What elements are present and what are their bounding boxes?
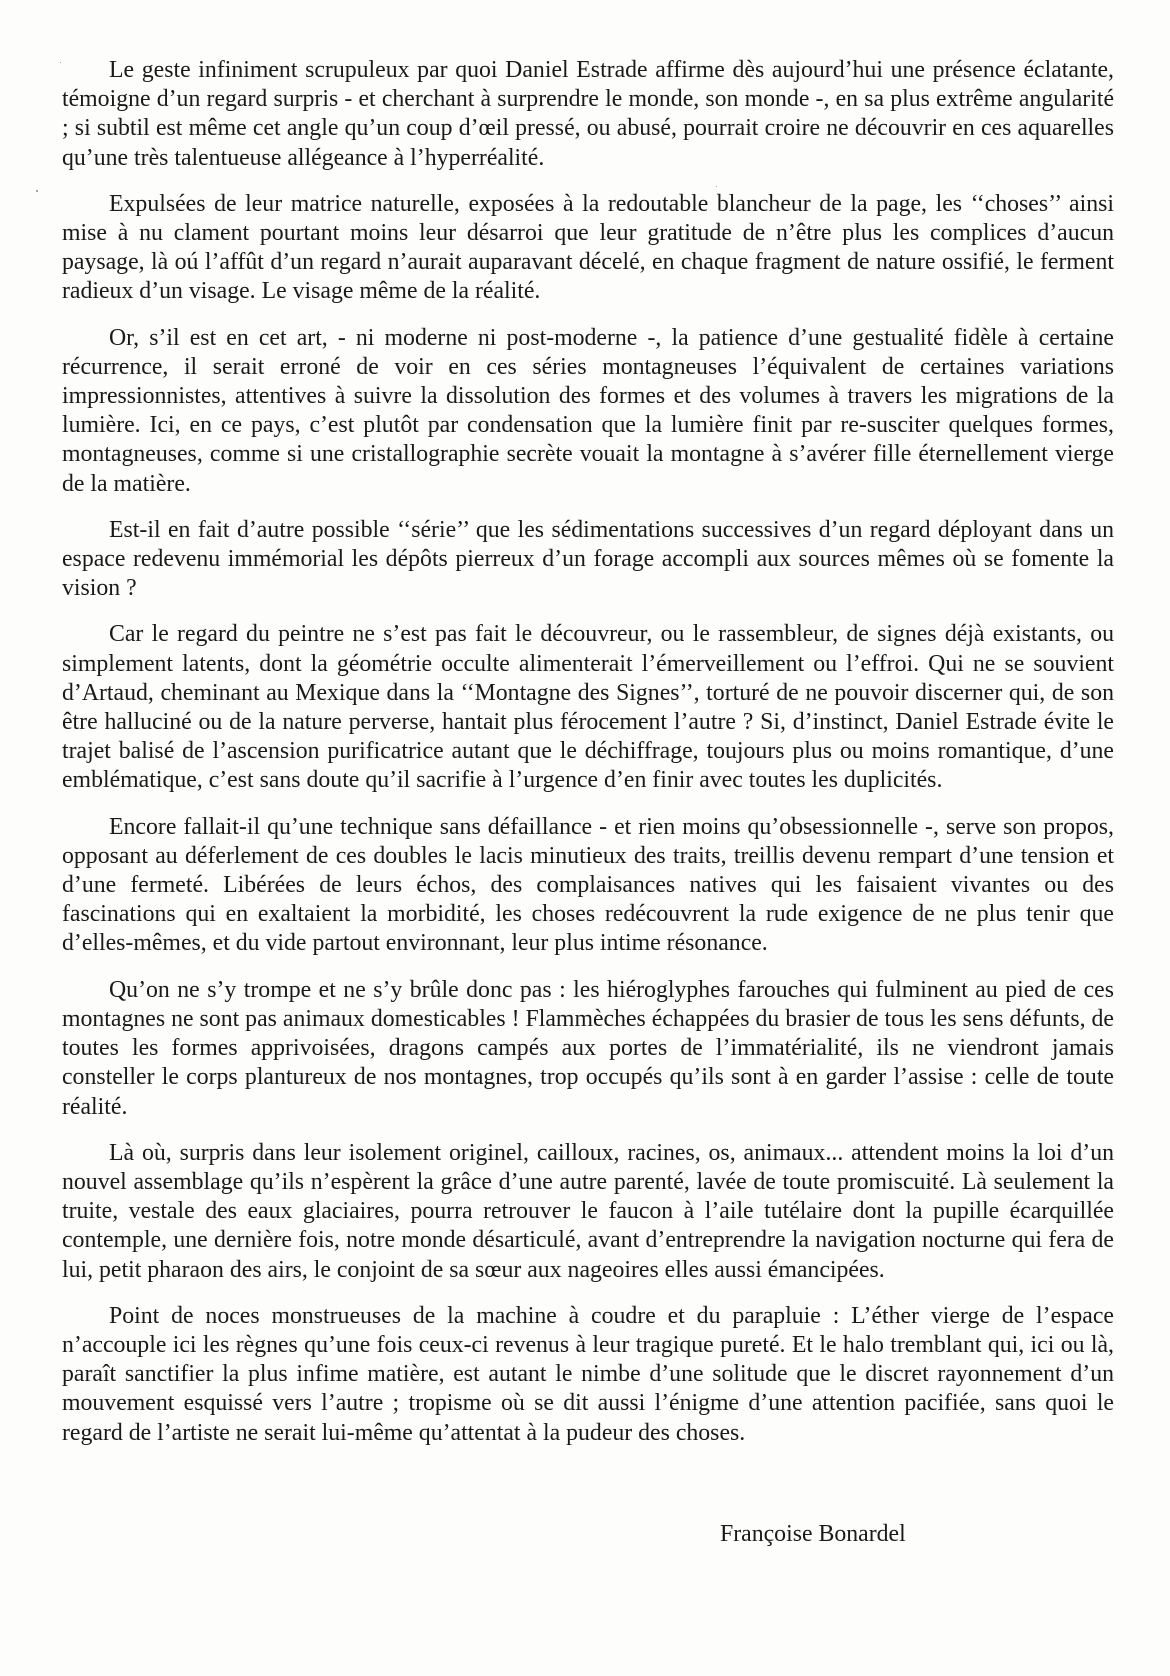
- paragraph-9: Point de noces monstrueuses de la machine à coudre et du parapluie : L’éther vierge de l’espace n’accouple ici les règnes qu’une fois ceux-ci revenus à leur tragique pureté. Et le halo tremblant qui, ici ou là, paraît sanctifier la plus infime matière, est autant le nimbe d’une solitude que le discret rayonnement d’un mouvement esquissé vers l’autre ; tropisme où se dit aussi l’énigme d’une attention pacifiée, sans quoi le regard de l’artiste ne serait lui-même qu’attentat à la pudeur des choses.: [62, 1302, 1114, 1446]
- paragraph-8: Là où, surpris dans leur isolement originel, cailloux, racines, os, animaux... attendent moins la loi d’un nouvel assemblage qu’ils n’espèrent la grâce d’une autre parenté, lavée de toute promiscuité. Là seulement la truite, vestale des eaux glaciaires, pourra retrouver le faucon à l’aile tutélaire dont la pupille écarquillée contemple, une dernière fois, notre monde désarticulé, avant d’entreprendre la navigation nocturne qui fera de lui, petit pharaon des airs, le conjoint de sa sœur aux nageoires elles aussi émancipées.: [62, 1139, 1114, 1283]
- paragraph-4: Est-il en fait d’autre possible ‘‘série’’ que les sédimentations successives d’un regard déployant dans un espace redevenu immémorial les dépôts pierreux d’un forage accompli aux sources mêmes où se fomente la vision ?: [62, 516, 1114, 602]
- scan-speck: [60, 62, 61, 63]
- essay-body: [62, 56, 1114, 1465]
- author-signature: Françoise Bonardel: [720, 1521, 906, 1547]
- paragraph-6: Encore fallait-il qu’une technique sans défaillance - et rien moins qu’obsessionnelle -, serve son propos, opposant au déferlement de ces doubles le lacis minutieux des traits, treillis devenu rempart d’une tension et d’une fermeté. Libérées de leurs échos, des complaisances natives qui les faisaient vivantes ou des fascinations qui en exaltaient la morbidité, les choses redécouvrent la rude exigence de ne plus tenir que d’elles-mêmes, et du vide partout environnant, leur plus intime résonance.: [62, 813, 1114, 957]
- paragraph-3: Or, s’il est en cet art, - ni moderne ni post-moderne -, la patience d’une gestualité fidèle à certaine récurrence, il serait erroné de voir en ces séries montagneuses l’équivalent de certaines variations impressionnistes, attentives à suivre la dissolution des formes et des volumes à travers les migrations de la lumière. Ici, en ce pays, c’est plutôt par condensation que la lumière finit par re-susciter quelques formes, montagneuses, comme si une cristallographie secrète vouait la montagne à s’avérer fille éternellement vierge de la matière.: [62, 324, 1114, 497]
- paragraph-2: Expulsées de leur matrice naturelle, exposées à la redoutable blancheur de la page, les ‘‘choses’’ ainsi mise à nu clament pourtant moins leur désarroi que leur gratitude de n’être plus les complices d’aucun paysage, là oú l’affût d’un regard n’aurait auparavant décelé, en chaque fragment de nature ossifié, le ferment radieux d’un visage. Le visage même de la réalité.: [62, 190, 1114, 305]
- paragraph-5: Car le regard du peintre ne s’est pas fait le découvreur, ou le rassembleur, de signes déjà existants, ou simplement latents, dont la géométrie occulte alimenterait l’émerveillement ou l’effroi. Qui ne se souvient d’Artaud, cheminant au Mexique dans la ‘‘Montagne des Signes’’, torturé de ne pouvoir discerner qui, de son être halluciné ou de la nature perverse, hantait plus férocement l’autre ? Si, d’instinct, Daniel Estrade évite le trajet balisé de l’ascension purificatrice autant que le déchiffrage, toujours plus ou moins romantique, d’une emblématique, c’est sans doute qu’il sacrifie à l’urgence d’en finir avec toutes les duplicités.: [62, 621, 1114, 794]
- paragraph-7: Qu’on ne s’y trompe et ne s’y brûle donc pas : les hiéroglyphes farouches qui fulminent au pied de ces montagnes ne sont pas animaux domesticables ! Flammèches échappées du brasier de tous les sens défunts, de toutes les formes apprivoisées, dragons campés aux portes de l’immatérialité, ils ne viendront jamais consteller le corps plantureux de nos montagnes, trop occupés qu’ils sont à en garder l’assise : celle de toute réalité.: [62, 976, 1114, 1120]
- scan-speck: [36, 190, 38, 192]
- paragraph-1: Le geste infiniment scrupuleux par quoi Daniel Estrade affirme dès aujourd’hui une présence éclatante, témoigne d’un regard surpris - et cherchant à surprendre le monde, son monde -, en sa plus extrême angularité ; si subtil est même cet angle qu’un coup d’œil pressé, ou abusé, pourrait croire ne découvrir en ces aquarelles qu’une très talentueuse allégeance à l’hyperréalité.: [62, 57, 1114, 171]
